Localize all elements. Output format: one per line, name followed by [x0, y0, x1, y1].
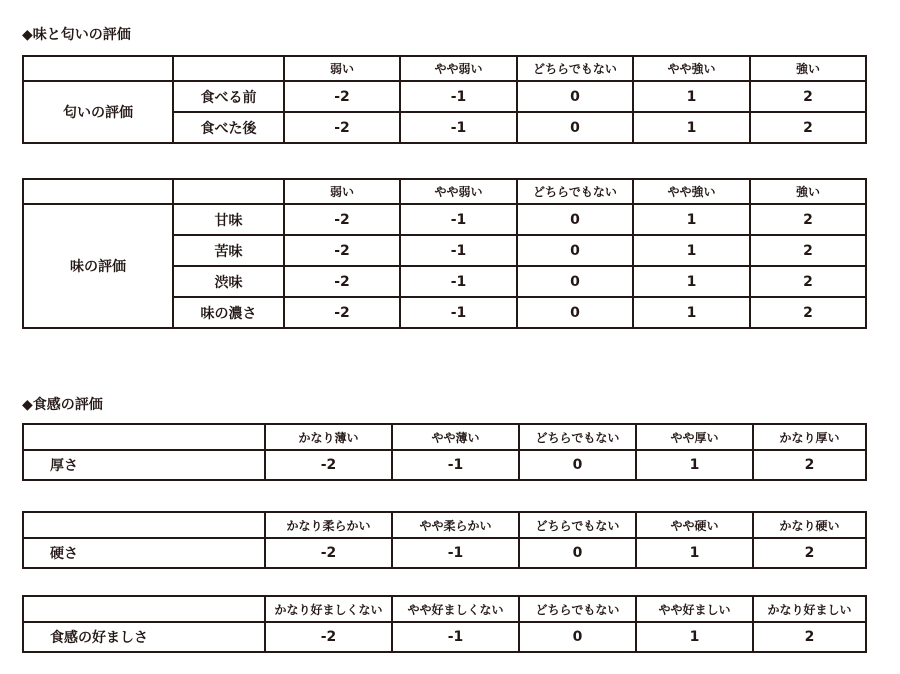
row-label: 味の濃さ [173, 297, 284, 328]
scale-value: 1 [633, 297, 750, 328]
scale-header: やや薄い [392, 424, 519, 450]
scale-value: 1 [636, 622, 753, 652]
group-label: 味の評価 [23, 204, 173, 328]
scale-header: やや強い [633, 56, 750, 81]
scale-value: -2 [284, 266, 400, 297]
table-row [23, 450, 866, 480]
scale-value: 1 [633, 204, 750, 235]
scale-value: 0 [519, 450, 636, 480]
table-row [23, 622, 866, 652]
scale-header: 強い [750, 56, 866, 81]
scale-header: やや好ましくない [392, 596, 519, 622]
scale-header: どちらでもない [517, 56, 633, 81]
row-label: 厚さ [23, 450, 265, 480]
section-title-taste-smell: ◆味と匂いの評価 [22, 27, 131, 43]
row-label: 食感の好ましさ [23, 622, 265, 652]
scale-header: かなり柔らかい [265, 512, 392, 538]
table-row [23, 81, 866, 112]
empty-header-cell [23, 512, 265, 538]
empty-header-cell [23, 56, 173, 81]
scale-value: 0 [517, 235, 633, 266]
scale-value: 0 [517, 266, 633, 297]
scale-value: -2 [265, 450, 392, 480]
scale-value: 1 [633, 266, 750, 297]
scale-value: 2 [750, 81, 866, 112]
empty-header-cell [173, 56, 284, 81]
scale-value: -1 [400, 235, 517, 266]
scale-value: 2 [753, 450, 866, 480]
scale-header: かなり薄い [265, 424, 392, 450]
scale-value: 0 [517, 297, 633, 328]
hardness-table [22, 511, 867, 569]
scale-header: どちらでもない [517, 179, 633, 204]
row-label: 食べた後 [173, 112, 284, 143]
scale-value: -1 [400, 81, 517, 112]
scale-header: かなり好ましい [753, 596, 866, 622]
empty-header-cell [23, 596, 265, 622]
table-row [23, 204, 866, 235]
scale-value: 1 [633, 235, 750, 266]
row-label: 甘味 [173, 204, 284, 235]
thickness-table [22, 423, 867, 481]
scale-header: 弱い [284, 56, 400, 81]
scale-header: かなり好ましくない [265, 596, 392, 622]
scale-value: 2 [750, 112, 866, 143]
scale-value: -2 [265, 622, 392, 652]
scale-value: 0 [517, 112, 633, 143]
scale-header: 弱い [284, 179, 400, 204]
scale-value: -2 [265, 538, 392, 568]
header-row [23, 56, 866, 81]
scale-value: 1 [633, 112, 750, 143]
scale-value: -2 [284, 81, 400, 112]
row-label: 苦味 [173, 235, 284, 266]
scale-header: やや強い [633, 179, 750, 204]
scale-value: -2 [284, 112, 400, 143]
scale-header: 強い [750, 179, 866, 204]
scale-value: -2 [284, 297, 400, 328]
scale-value: -2 [284, 204, 400, 235]
scale-value: -2 [284, 235, 400, 266]
scale-value: -1 [400, 204, 517, 235]
header-row [23, 179, 866, 204]
scale-value: 1 [636, 450, 753, 480]
scale-value: -1 [400, 297, 517, 328]
row-label: 食べる前 [173, 81, 284, 112]
scale-value: 2 [753, 538, 866, 568]
smell-evaluation-table [22, 55, 867, 144]
scale-value: 1 [633, 81, 750, 112]
texture-preference-table [22, 595, 867, 653]
scale-header: どちらでもない [519, 512, 636, 538]
scale-value: -1 [392, 622, 519, 652]
scale-header: やや弱い [400, 179, 517, 204]
group-label: 匂いの評価 [23, 81, 173, 143]
scale-value: -1 [392, 538, 519, 568]
header-row [23, 512, 866, 538]
row-label: 渋味 [173, 266, 284, 297]
scale-header: やや厚い [636, 424, 753, 450]
header-row [23, 424, 866, 450]
scale-value: 0 [517, 81, 633, 112]
scale-value: 2 [750, 204, 866, 235]
empty-header-cell [173, 179, 284, 204]
scale-header: どちらでもない [519, 424, 636, 450]
scale-value: 2 [750, 297, 866, 328]
row-label: 硬さ [23, 538, 265, 568]
scale-header: やや硬い [636, 512, 753, 538]
taste-evaluation-table [22, 178, 867, 329]
scale-value: 2 [750, 266, 866, 297]
scale-header: やや弱い [400, 56, 517, 81]
scale-value: 0 [519, 538, 636, 568]
table-row [23, 538, 866, 568]
scale-header: やや好ましい [636, 596, 753, 622]
scale-header: どちらでもない [519, 596, 636, 622]
scale-value: 0 [517, 204, 633, 235]
scale-value: -1 [392, 450, 519, 480]
scale-value: 2 [750, 235, 866, 266]
scale-value: -1 [400, 112, 517, 143]
section-title-texture: ◆食感の評価 [22, 397, 103, 413]
scale-header: かなり厚い [753, 424, 866, 450]
empty-header-cell [23, 179, 173, 204]
scale-header: やや柔らかい [392, 512, 519, 538]
scale-header: かなり硬い [753, 512, 866, 538]
scale-value: 0 [519, 622, 636, 652]
scale-value: -1 [400, 266, 517, 297]
scale-value: 1 [636, 538, 753, 568]
empty-header-cell [23, 424, 265, 450]
header-row [23, 596, 866, 622]
scale-value: 2 [753, 622, 866, 652]
